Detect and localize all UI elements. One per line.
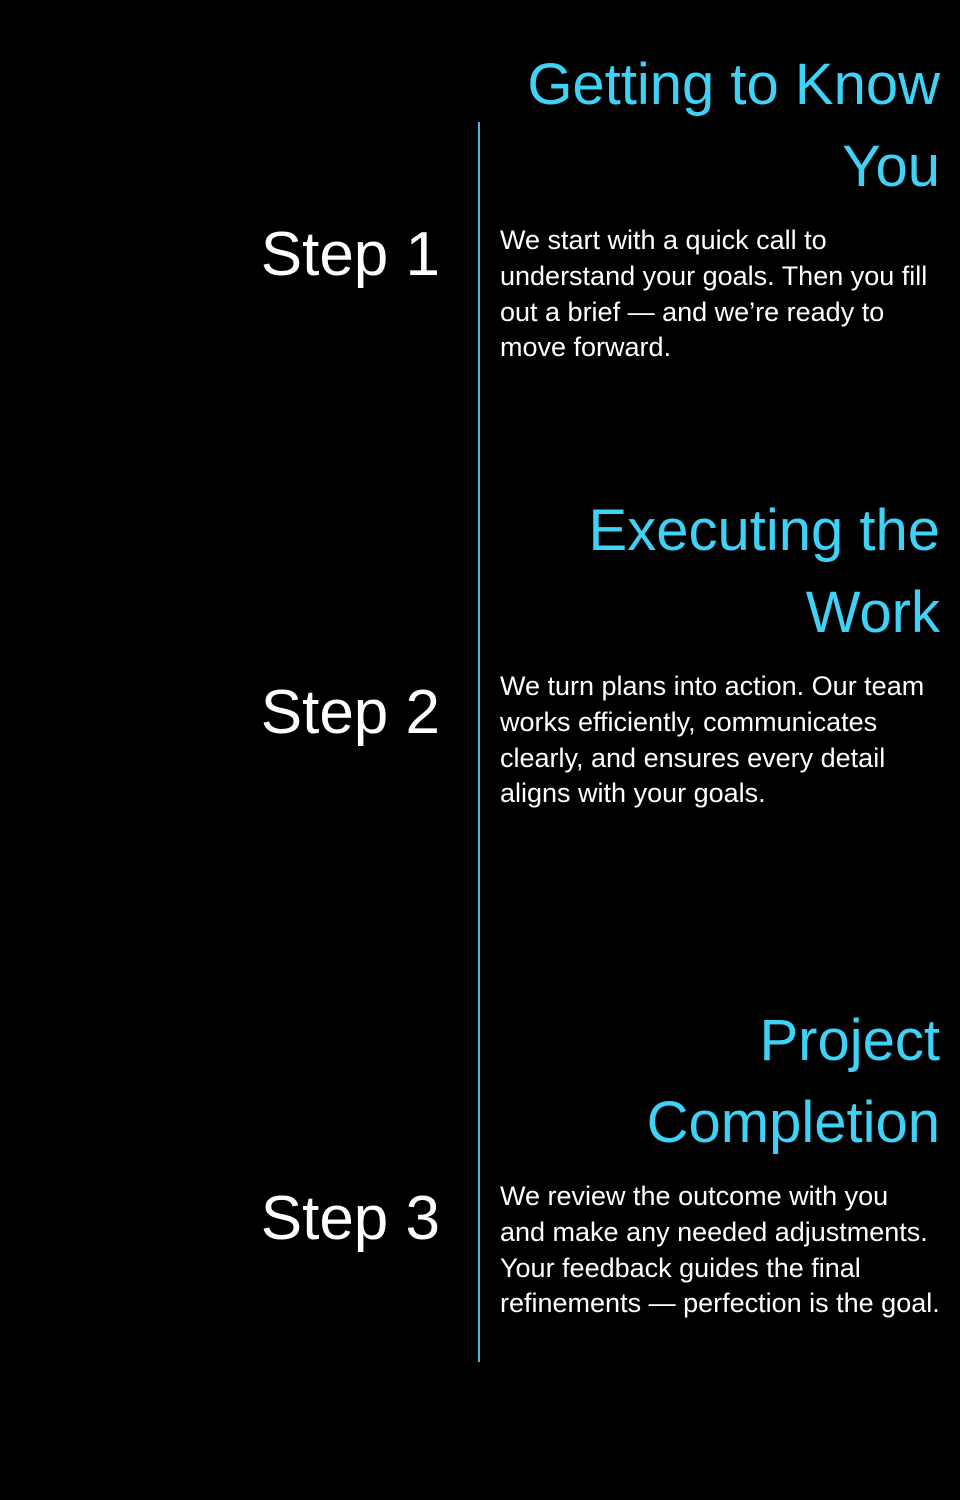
step-content-3 (500, 1000, 940, 1322)
step-title-1: Getting to Know You (527, 52, 940, 200)
step-label-1: Step 1 (260, 220, 440, 289)
step-title-3: Project Completion (646, 1008, 940, 1156)
step-body-1: We start with a quick call to understand your goals. Then you fill out a brief — and we’re ready to move forward. (500, 224, 928, 363)
step-content-2 (500, 490, 940, 812)
vertical-divider (478, 122, 480, 1362)
step-body-3: We review the outcome with you and make any needed adjustments. Your feedback guides the final refinements — perfection is the goal. (500, 1180, 940, 1319)
step-label-2: Step 2 (260, 678, 440, 747)
step-title-2: Executing the Work (588, 498, 940, 646)
step-content-1 (500, 44, 940, 366)
step-label-3: Step 3 (260, 1184, 440, 1253)
step-body-2: We turn plans into action. Our team works efficiently, communicates clearly, and ensures every detail aligns with your goals. (500, 670, 925, 809)
